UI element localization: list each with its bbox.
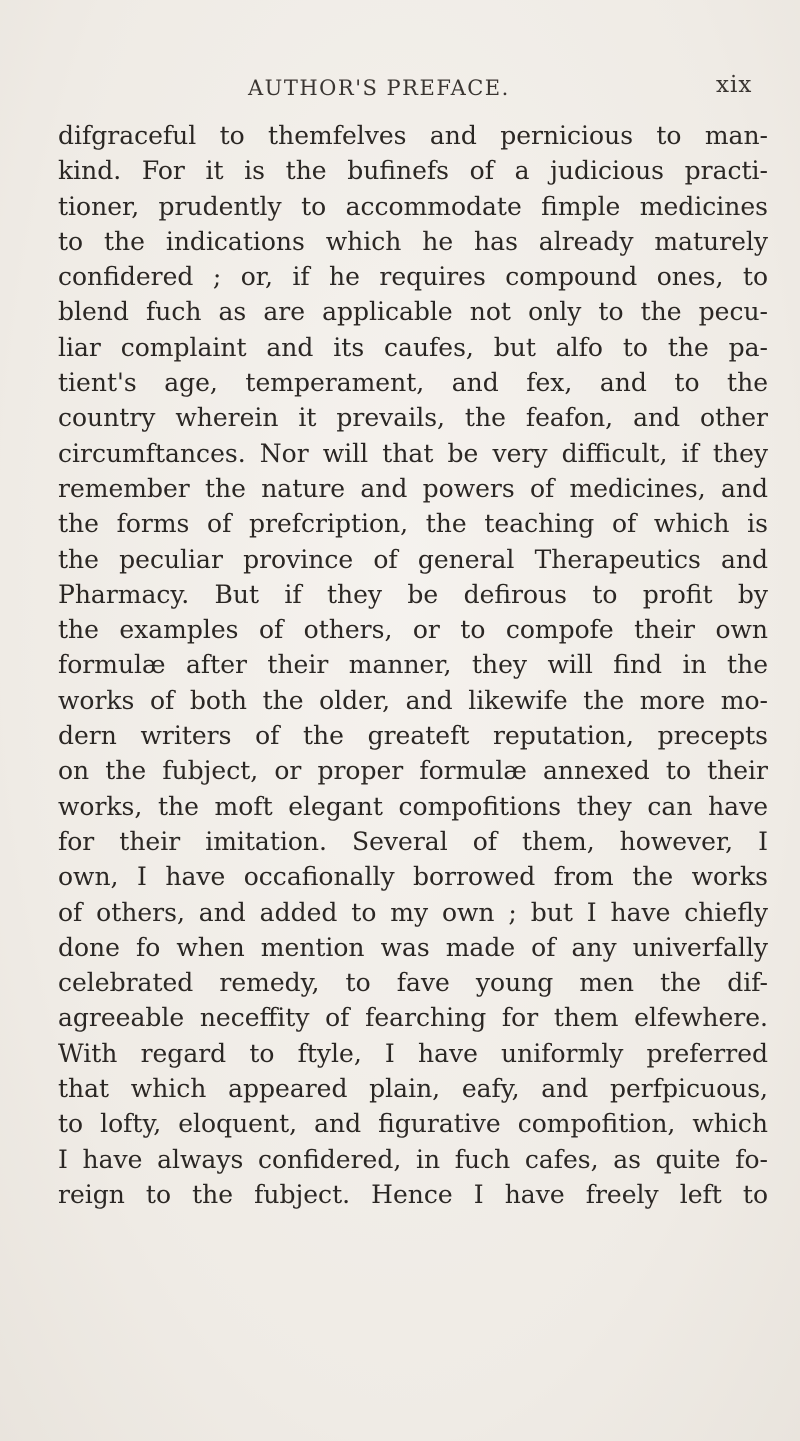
running-head — [0, 70, 800, 110]
text-line: to the indications which he has already maturely — [58, 226, 768, 256]
text-line: kind. For it is the bufinefs of a judicious practi- — [58, 156, 768, 186]
text-line: of others, and added to my own ; but I have chiefly — [58, 897, 768, 927]
text-line: formulæ after their manner, they will find in the — [58, 650, 768, 680]
text-line: liar complaint and its caufes, but alfo to the pa- — [58, 332, 768, 362]
body-text — [58, 118, 768, 1212]
text-line: the forms of prefcription, the teaching of which is — [58, 509, 768, 539]
text-line: dern writers of the greateft reputation, precepts — [58, 721, 768, 751]
text-line: own, I have occafionally borrowed from the works — [58, 862, 768, 892]
text-line: to lofty, eloquent, and figurative compofition, which — [58, 1109, 768, 1139]
text-line: confidered ; or, if he requires compound ones, to — [58, 262, 768, 292]
page-number: xix — [716, 72, 753, 98]
text-line: tient's age, temperament, and fex, and to the — [58, 368, 768, 398]
text-line: the examples of others, or to compofe their own — [58, 615, 768, 645]
text-line: works of both the older, and likewife the more mo- — [58, 685, 768, 715]
text-line: remember the nature and powers of medicines, and — [58, 473, 768, 503]
text-line: reign to the fubject. Hence I have freely left to — [58, 1179, 768, 1209]
text-line: tioner, prudently to accommodate fimple medicines — [58, 191, 768, 221]
text-line: agreeable neceffity of fearching for them elfewhere. — [58, 1003, 768, 1033]
text-line: celebrated remedy, to fave young men the dif- — [58, 968, 768, 998]
text-line: difgraceful to themfelves and pernicious to man- — [58, 121, 768, 150]
text-line: on the fubject, or proper formulæ annexed to their — [58, 756, 768, 786]
text-line: done fo when mention was made of any univerfally — [58, 932, 768, 962]
text-line: With regard to ftyle, I have uniformly preferred — [58, 1038, 768, 1068]
text-line: for their imitation. Several of them, however, I — [58, 826, 768, 856]
text-line: country wherein it prevails, the feafon, and other — [58, 403, 768, 433]
text-line: works, the moft elegant compofitions they can have — [58, 791, 768, 821]
text-line: circumftances. Nor will that be very difficult, if they — [58, 438, 768, 468]
text-line: Pharmacy. But if they be defirous to profit by — [58, 579, 768, 609]
running-head-title: AUTHOR'S PREFACE. — [248, 76, 510, 100]
text-line: I have always confidered, in fuch cafes, as quite fo- — [58, 1144, 768, 1174]
text-line: blend fuch as are applicable not only to the pecu- — [58, 297, 768, 327]
text-line: the peculiar province of general Therapeutics and — [58, 544, 768, 574]
text-line: that which appeared plain, eafy, and perfpicuous, — [58, 1074, 768, 1104]
